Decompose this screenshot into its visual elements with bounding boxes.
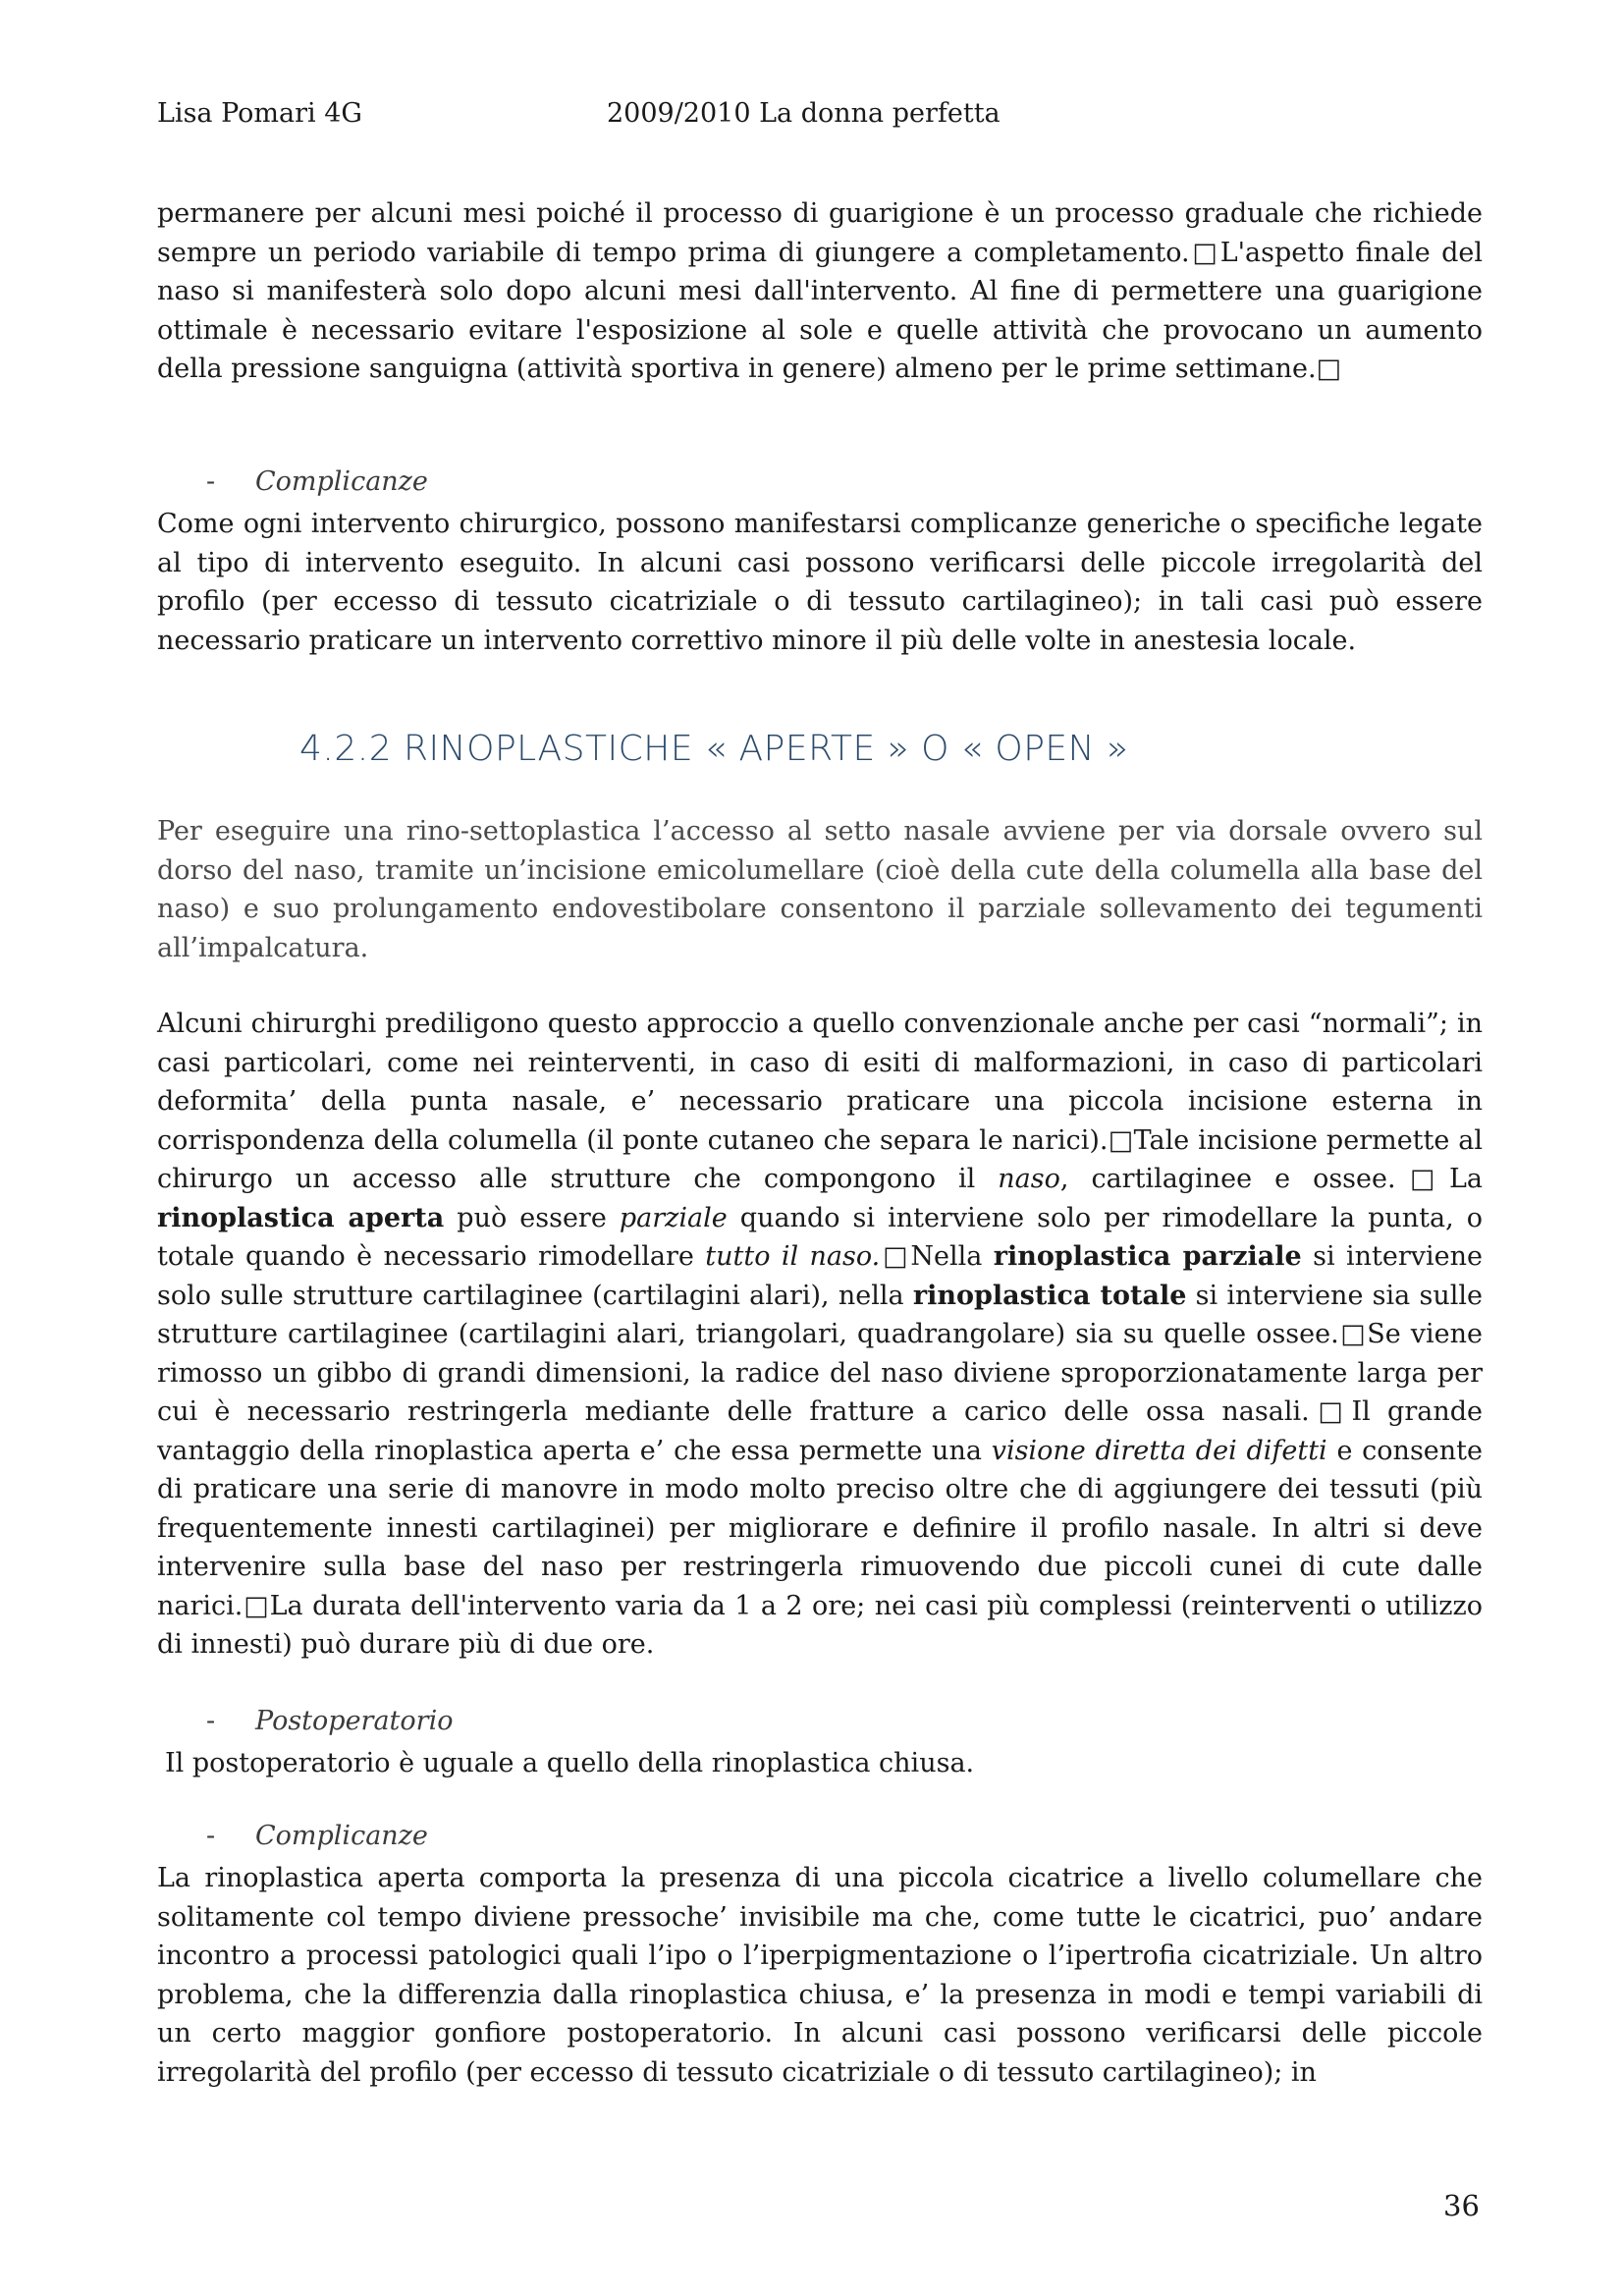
subheading-postoperatorio xyxy=(206,1706,453,1736)
header-title: 2009/2010 La donna perfetta xyxy=(607,98,1001,129)
text-run-bold: rinoplastica parziale xyxy=(993,1241,1302,1272)
bullet-dash: - xyxy=(206,1706,216,1736)
text-run: Alcuni chirurghi prediligono questo approccio a quello convenzionale anche per casi “normali”; in casi particolari, come nei reinterventi, in caso di esiti di malformazioni, in caso di particolari deformita’ della punta nasale, e’ necessario praticare una piccola incisione esterna in corrispondenza della columella (il ponte cutaneo che separa le narici).□Tale incisione permette al chirurgo un accesso alle strutture che compongono il xyxy=(157,1009,1483,1194)
subheading-complicanze-1 xyxy=(206,466,428,497)
text-run: si interviene solo sulle strutture cartilaginee (cartilagini alari), nella xyxy=(157,1241,1483,1311)
text-run: , cartilaginee e ossee.□La xyxy=(1059,1164,1483,1194)
text-run: si interviene sia sulle strutture cartilaginee (cartilagini alari, triangolari, quadrangolare) sia su quelle ossee.□Se viene rimosso un gibbo di grandi dimensioni, la radice del naso diviene sproporzionatamente larga per cui è necessario restringerla mediante delle fratture a carico delle ossa nasali.□Il grande vantaggio della rinoplastica aperta e’ che essa permette una xyxy=(157,1280,1483,1466)
text-run-italic: naso xyxy=(998,1164,1060,1194)
subheading-label: Complicanze xyxy=(255,466,428,497)
paragraph-complications-closed: Come ogni intervento chirurgico, possono manifestarsi complicanze generiche o specifiche legate al tipo di intervento eseguito. In alcuni casi possono verificarsi delle piccole irregolarità del profilo (per eccesso di tessuto cicatriziale o di tessuto cartilagineo); in tali casi può essere necessario praticare un intervento correttivo minore il più delle volte in anestesia locale. xyxy=(157,509,1483,656)
bullet-dash: - xyxy=(206,466,216,497)
header-author: Lisa Pomari 4G xyxy=(157,98,362,129)
paragraph-healing: permanere per alcuni mesi poiché il processo di guarigione è un processo graduale che richiede sempre un periodo variabile di tempo prima di giungere a completamento.□L'aspetto finale del naso si manifesterà solo dopo alcuni mesi dall'intervento. Al fine di permettere una guarigione ottimale è necessario evitare l'esposizione al sole e quelle attività che provocano un aumento della pressione sanguigna (attività sportiva in genere) almeno per le prime settimane.□ xyxy=(157,198,1483,384)
section-heading: 4.2.2 RINOPLASTICHE « APERTE » O « OPEN » xyxy=(299,729,1129,769)
bullet-dash: - xyxy=(206,1821,216,1851)
text-run-bold: rinoplastica aperta xyxy=(157,1202,445,1233)
text-run: quando si interviene solo per rimodellare la punta, o totale quando è necessario rimodellare xyxy=(157,1202,1484,1272)
text-run-bold: rinoplastica totale xyxy=(912,1280,1187,1311)
text-run: □Nella xyxy=(880,1241,994,1272)
subheading-label: Complicanze xyxy=(255,1821,428,1851)
text-run-italic: visione diretta dei difetti xyxy=(991,1435,1327,1466)
paragraph-complications-open: La rinoplastica aperta comporta la presenza di una piccola cicatrice a livello columellare che solitamente col tempo diviene pressoche’ invisibile ma che, come tutte le cicatrici, puo’ andare incontro a processi patologici quali l’ipo o l’iperpigmentazione o l’ipertrofia cicatriziale. Un altro problema, che la differenzia dalla rinoplastica chiusa, e’ la presenza in modi e tempi variabili di un certo maggior gonfiore postoperatorio. In alcuni casi possono verificarsi delle piccole irregolarità del profilo (per eccesso di tessuto cicatriziale o di tessuto cartilagineo); in xyxy=(157,1863,1483,2088)
paragraph-postoperatorio: Il postoperatorio è uguale a quello della rinoplastica chiusa. xyxy=(165,1748,975,1778)
text-run-italic: parziale xyxy=(619,1202,728,1233)
paragraph-open-details xyxy=(157,1005,1483,1665)
paragraph-intro-open: Per eseguire una rino-settoplastica l’accesso al setto nasale avviene per via dorsale ovvero sul dorso del naso, tramite un’incisione emicolumellare (cioè della cute della columella alla base del naso) e suo prolungamento endovestibolare consentono il parziale sollevamento dei tegumenti all’impalcatura. xyxy=(157,816,1483,963)
text-run-italic: tutto il naso. xyxy=(705,1241,881,1272)
text-run: e consente di praticare una serie di manovre in modo molto preciso oltre che di aggiungere dei tessuti (più frequentemente innesti cartilaginei) per migliorare e definire il profilo nasale. In altri si deve intervenire sulla base del naso per restringerla rimuovendo due piccoli cunei di cute dalle narici.□La durata dell'intervento varia da 1 a 2 ore; nei casi più complessi (reinterventi o utilizzo di innesti) può durare più di due ore. xyxy=(157,1435,1483,1660)
page-number: 36 xyxy=(1443,2189,1480,2222)
subheading-label: Postoperatorio xyxy=(255,1706,454,1736)
text-run: può essere xyxy=(444,1202,620,1233)
subheading-complicanze-2 xyxy=(206,1821,428,1851)
